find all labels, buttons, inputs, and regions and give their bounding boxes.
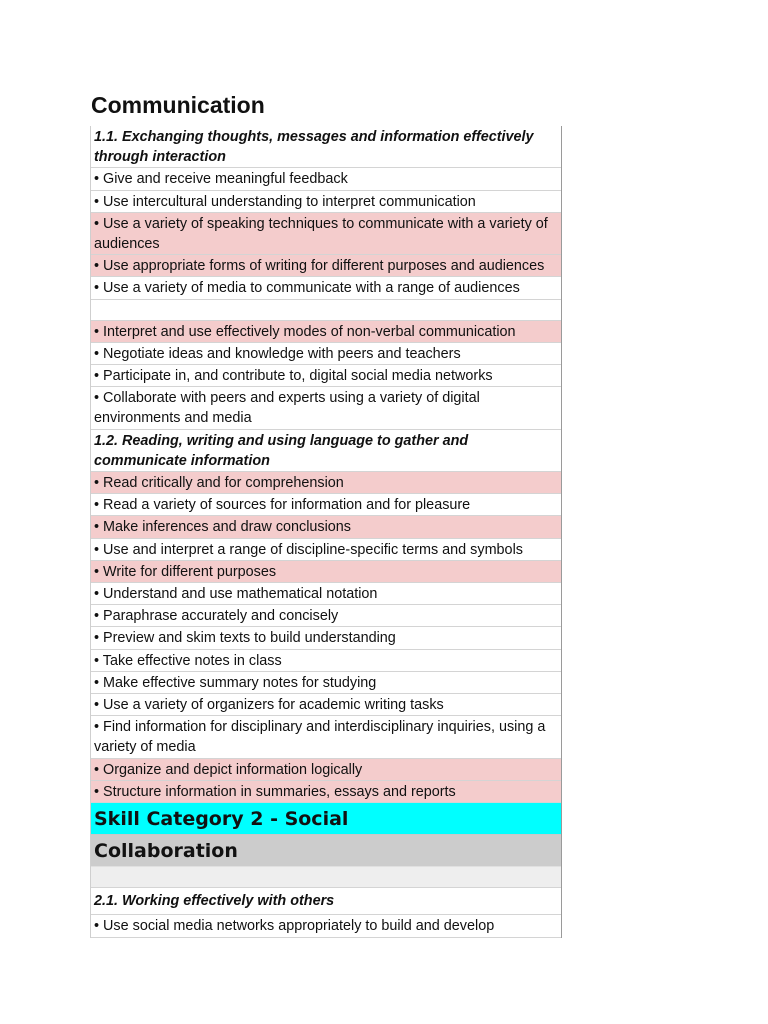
skill-row[interactable]: • Read a variety of sources for information and for pleasure (91, 494, 561, 516)
skill-row-highlighted[interactable]: • Use a variety of speaking techniques to communicate with a variety of audiences (91, 213, 561, 255)
skill-row[interactable]: • Preview and skim texts to build understanding (91, 627, 561, 649)
skill-row-highlighted[interactable]: • Write for different purposes (91, 561, 561, 583)
skill-row[interactable]: • Understand and use mathematical notation (91, 583, 561, 605)
skill-row[interactable]: • Negotiate ideas and knowledge with peers and teachers (91, 343, 561, 365)
skill-row[interactable]: • Collaborate with peers and experts using a variety of digital environments and media (91, 387, 561, 429)
skill-row[interactable]: • Make effective summary notes for studying (91, 672, 561, 694)
skill-row[interactable]: • Paraphrase accurately and concisely (91, 605, 561, 627)
empty-row[interactable] (91, 300, 561, 321)
page-heading: Communication (91, 92, 265, 118)
skill-row-highlighted[interactable]: • Organize and depict information logically (91, 759, 561, 781)
empty-grey-row[interactable] (91, 867, 561, 888)
skill-row-highlighted[interactable]: • Make inferences and draw conclusions (91, 516, 561, 538)
skill-row[interactable]: • Give and receive meaningful feedback (91, 168, 561, 190)
skill-row[interactable]: • Take effective notes in class (91, 650, 561, 672)
skill-row[interactable]: • Use a variety of organizers for academic writing tasks (91, 694, 561, 716)
skill-row[interactable]: • Use intercultural understanding to interpret communication (91, 191, 561, 213)
skill-row-highlighted[interactable]: • Use appropriate forms of writing for different purposes and audiences (91, 255, 561, 277)
section-header[interactable]: Collaboration (91, 835, 561, 867)
skill-row[interactable]: • Use a variety of media to communicate with a range of audiences (91, 277, 561, 299)
subheading-2-1[interactable]: 2.1. Working effectively with others (91, 888, 561, 915)
skill-row-highlighted[interactable]: • Structure information in summaries, essays and reports (91, 781, 561, 803)
skill-row-highlighted[interactable]: • Read critically and for comprehension (91, 472, 561, 494)
skill-row[interactable]: • Participate in, and contribute to, digital social media networks (91, 365, 561, 387)
subheading-1-2[interactable]: 1.2. Reading, writing and using language to gather and communicate information (91, 430, 561, 472)
skill-row[interactable]: • Use social media networks appropriately to build and develop (91, 915, 561, 937)
subheading-1-1[interactable]: 1.1. Exchanging thoughts, messages and information effectively through interaction (91, 126, 561, 168)
category-header[interactable]: Skill Category 2 - Social (91, 803, 561, 835)
skill-row[interactable]: • Use and interpret a range of discipline-specific terms and symbols (91, 539, 561, 561)
skill-row-highlighted[interactable]: • Interpret and use effectively modes of non-verbal communication (91, 321, 561, 343)
skills-table (90, 126, 562, 938)
skill-row[interactable]: • Find information for disciplinary and interdisciplinary inquiries, using a variety of media (91, 716, 561, 758)
